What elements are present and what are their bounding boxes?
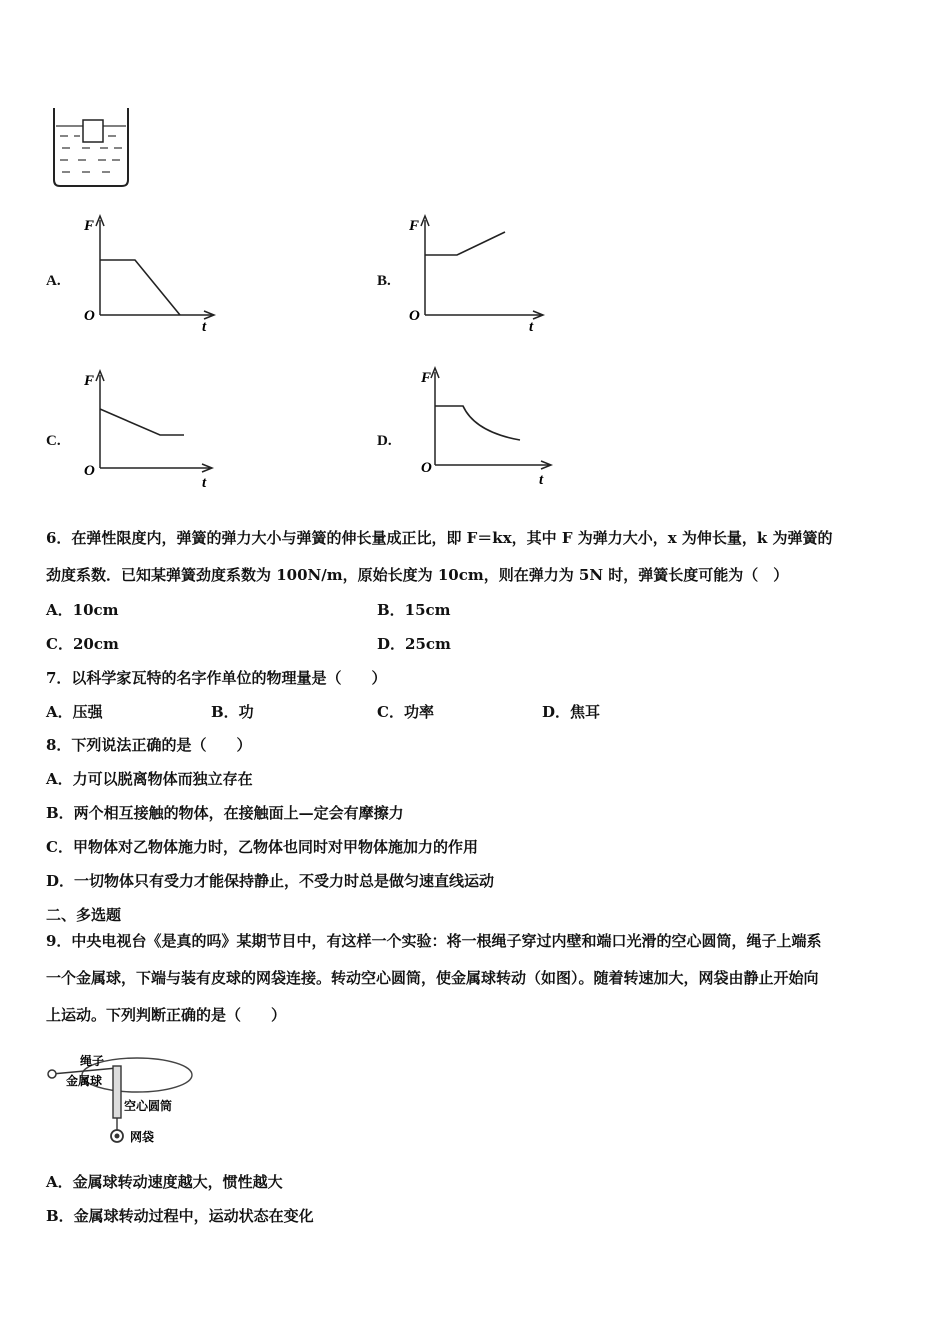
q7-option-a[interactable]: A．压强 <box>46 703 103 721</box>
tube-label: 空心圆筒 <box>124 1099 173 1113</box>
q6-option-d[interactable]: D．25cm <box>377 635 451 653</box>
section-title: 二、多选题 <box>46 906 122 924</box>
axis-f-label: F <box>84 373 95 389</box>
container-figure <box>48 100 138 192</box>
q7-stem: 7．以科学家瓦特的名字作单位的物理量是（ ） <box>46 669 387 687</box>
q6-stem-line2: 劲度系数．已知某弹簧劲度系数为 100N/m，原始长度为 10cm，则在弹力为 5N 时，弹簧长度可能为（ ） <box>46 566 789 584</box>
axis-f-label: F <box>421 370 432 386</box>
axis-t-label: t <box>529 319 534 335</box>
q9-stem-line2: 一个金属球，下端与装有皮球的网袋连接。转动空心圆筒，使金属球转动（如图）。随着转速加大，网袋由静止开始向 <box>46 969 819 987</box>
axis-f-label: F <box>84 218 95 234</box>
option-a-label: A. <box>46 273 61 289</box>
q6-stem-line1: 6．在弹性限度内，弹簧的弹力大小与弹簧的伸长量成正比，即 F＝kx，其中 F 为弹力大小，x 为伸长量，k 为弹簧的 <box>46 529 833 547</box>
origin-label: O <box>84 463 95 479</box>
q7-option-b[interactable]: B．功 <box>211 703 254 721</box>
graph-a <box>80 210 220 335</box>
option-b-label: B. <box>377 273 391 289</box>
q6-option-b[interactable]: B．15cm <box>377 601 451 619</box>
q7-option-d[interactable]: D．焦耳 <box>542 703 601 721</box>
q9-stem-line3: 上运动。下列判断正确的是（ ） <box>46 1006 287 1024</box>
bag-label: 网袋 <box>130 1130 155 1144</box>
axis-t-label: t <box>202 319 207 335</box>
q8-option-b[interactable]: B．两个相互接触的物体，在接触面上—定会有摩擦力 <box>46 804 404 822</box>
rope-label: 绳子 <box>80 1054 105 1068</box>
origin-label: O <box>84 308 95 324</box>
q8-stem: 8．下列说法正确的是（ ） <box>46 736 252 754</box>
axis-f-label: F <box>409 218 420 234</box>
q8-option-a[interactable]: A．力可以脱离物体而独立存在 <box>46 770 253 788</box>
q6-option-c[interactable]: C．20cm <box>46 635 119 653</box>
q7-option-c[interactable]: C．功率 <box>377 703 434 721</box>
axis-t-label: t <box>202 475 207 490</box>
spinning-tube-figure <box>42 1048 202 1148</box>
q8-option-d[interactable]: D．一切物体只有受力才能保持静止，不受力时总是做匀速直线运动 <box>46 872 495 890</box>
option-d-label: D. <box>377 433 392 449</box>
origin-label: O <box>421 460 432 476</box>
ball-label: 金属球 <box>66 1074 103 1088</box>
q9-option-a[interactable]: A．金属球转动速度越大，惯性越大 <box>46 1173 283 1191</box>
graph-b <box>405 210 550 335</box>
q6-option-a[interactable]: A．10cm <box>46 601 119 619</box>
q8-option-c[interactable]: C．甲物体对乙物体施力时，乙物体也同时对甲物体施加力的作用 <box>46 838 478 856</box>
option-c-label: C. <box>46 433 61 449</box>
origin-label: O <box>409 308 420 324</box>
q9-option-b[interactable]: B．金属球转动过程中，运动状态在变化 <box>46 1207 314 1225</box>
q9-stem-line1: 9．中央电视台《是真的吗》某期节目中，有这样一个实验：将一根绳子穿过内壁和端口光滑的空心圆筒，绳子上端系 <box>46 932 822 950</box>
graph-d <box>415 362 560 487</box>
axis-t-label: t <box>539 472 544 487</box>
graph-c <box>80 365 220 490</box>
